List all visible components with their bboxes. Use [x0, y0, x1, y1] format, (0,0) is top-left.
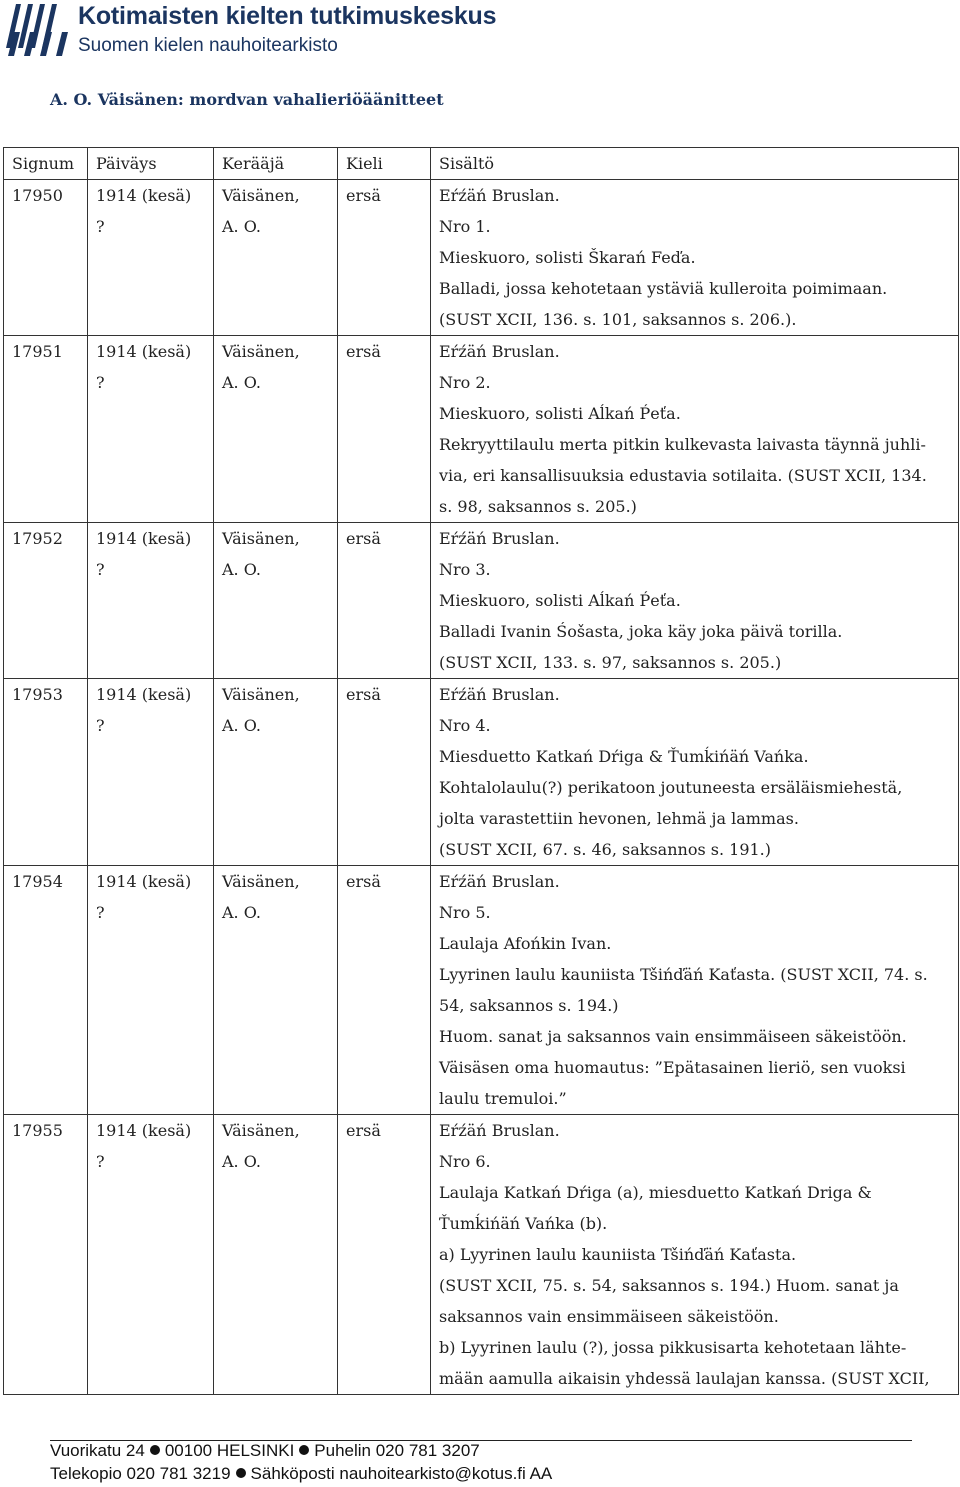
collector-line: A. O.	[222, 560, 261, 579]
collector-cell	[214, 1115, 338, 1395]
content-line: Rekryyttilaulu merta pitkin kulkevasta laivasta täynnä juhli-	[439, 435, 926, 454]
footer-address: Vuorikatu 24	[50, 1441, 145, 1460]
content-line: Nro 2.	[439, 373, 491, 392]
collector-cell	[214, 679, 338, 866]
column-header-content: Sisältö	[431, 148, 959, 180]
language-cell: ersä	[338, 523, 431, 679]
footer-contact-line	[50, 1441, 480, 1461]
signum-cell: 17953	[4, 679, 88, 866]
content-line: jolta varastettiin hevonen, lehmä ja lammas.	[439, 809, 799, 828]
date-cell	[88, 1115, 214, 1395]
column-header-collector: Kerääjä	[214, 148, 338, 180]
collector-cell	[214, 866, 338, 1115]
date-cell	[88, 866, 214, 1115]
kotus-stripes-logo-icon	[6, 4, 74, 56]
content-cell	[431, 523, 959, 679]
date-cell	[88, 679, 214, 866]
content-line: (SUST XCII, 75. s. 54, saksannos s. 194.) Huom. sanat ja	[439, 1276, 899, 1295]
signum-cell: 17954	[4, 866, 88, 1115]
content-line: (SUST XCII, 67. s. 46, saksannos s. 191.)	[439, 840, 771, 859]
date-line: ?	[96, 217, 105, 236]
signum-cell: 17952	[4, 523, 88, 679]
collector-line: Väisänen,	[222, 685, 300, 704]
footer-fax: Telekopio 020 781 3219	[50, 1464, 231, 1483]
content-line: a) Lyyrinen laulu kauniista Tšińďäń Kaťasta.	[439, 1245, 797, 1264]
language-cell: ersä	[338, 679, 431, 866]
collector-line: Väisänen,	[222, 342, 300, 361]
date-line: 1914 (kesä)	[96, 529, 192, 548]
content-cell	[431, 866, 959, 1115]
date-cell	[88, 180, 214, 336]
content-line: (SUST XCII, 136. s. 101, saksannos s. 206.).	[439, 310, 797, 329]
bullet-dot-icon	[236, 1468, 246, 1478]
collector-line: A. O.	[222, 1152, 261, 1171]
content-line: Eŕźäń Bruslan.	[439, 186, 560, 205]
content-line: Eŕźäń Bruslan.	[439, 872, 560, 891]
org-name: Kotimaisten kielten tutkimuskeskus	[78, 2, 497, 30]
content-line: 54, saksannos s. 194.)	[439, 996, 619, 1015]
content-cell	[431, 679, 959, 866]
content-line: Nro 4.	[439, 716, 491, 735]
table-row	[4, 679, 959, 866]
collector-cell	[214, 523, 338, 679]
collector-line: Väisänen,	[222, 1121, 300, 1140]
content-line: Huom. sanat ja saksannos vain ensimmäiseen säkeistöön.	[439, 1027, 907, 1046]
date-line: ?	[96, 373, 105, 392]
collector-line: A. O.	[222, 716, 261, 735]
table-row	[4, 866, 959, 1115]
column-header-language: Kieli	[338, 148, 431, 180]
records-table	[3, 147, 959, 1395]
content-line: Nro 5.	[439, 903, 491, 922]
language-cell: ersä	[338, 1115, 431, 1395]
signum-cell: 17951	[4, 336, 88, 523]
content-line: Mieskuoro, solisti Škarań Feďa.	[439, 248, 696, 267]
content-line: Eŕźäń Bruslan.	[439, 685, 560, 704]
content-line: b) Lyyrinen laulu (?), jossa pikkusisarta kehotetaan lähte-	[439, 1338, 907, 1357]
content-line: via, eri kansallisuuksia edustavia sotilaita. (SUST XCII, 134.	[439, 466, 927, 485]
content-line: Nro 3.	[439, 560, 491, 579]
date-line: ?	[96, 560, 105, 579]
content-line: s. 98, saksannos s. 205.)	[439, 497, 637, 516]
table-row	[4, 336, 959, 523]
collector-line: Väisänen,	[222, 529, 300, 548]
content-line: Miesduetto Katkań Dŕiga & Ťumḱińäń Vańka.	[439, 747, 809, 766]
content-line: Eŕźäń Bruslan.	[439, 529, 560, 548]
date-line: 1914 (kesä)	[96, 342, 192, 361]
table-row	[4, 180, 959, 336]
collector-cell	[214, 336, 338, 523]
content-line: Mieskuoro, solisti Aĺkań Ṕeťa.	[439, 404, 681, 423]
content-line: Nro 1.	[439, 217, 491, 236]
date-line: ?	[96, 1152, 105, 1171]
content-line: Laulaja Katkań Dŕiga (a), miesduetto Katkań Driga &	[439, 1183, 872, 1202]
content-line: Lyyrinen laulu kauniista Tšińďäń Kaťasta. (SUST XCII, 74. s.	[439, 965, 928, 984]
org-subtitle: Suomen kielen nauhoitearkisto	[78, 35, 338, 56]
date-line: 1914 (kesä)	[96, 1121, 192, 1140]
date-cell	[88, 523, 214, 679]
table-row	[4, 523, 959, 679]
language-cell: ersä	[338, 866, 431, 1115]
content-line: Kohtalolaulu(?) perikatoon joutuneesta ersäläismiehestä,	[439, 778, 903, 797]
page-header	[0, 0, 960, 62]
collector-cell	[214, 180, 338, 336]
table-row	[4, 1115, 959, 1395]
column-header-date: Päiväys	[88, 148, 214, 180]
collector-line: A. O.	[222, 217, 261, 236]
content-cell	[431, 336, 959, 523]
footer-contact-line	[50, 1464, 552, 1484]
content-line: Väisäsen oma huomautus: ”Epätasainen lieriö, sen vuoksi	[439, 1058, 906, 1077]
content-line: saksannos vain ensimmäiseen säkeistöön.	[439, 1307, 779, 1326]
content-line: laulu tremuloi.”	[439, 1089, 567, 1108]
footer-postal: 00100 HELSINKI	[164, 1441, 295, 1460]
content-line: mään aamulla aikaisin yhdessä laulajan kanssa. (SUST XCII,	[439, 1369, 930, 1388]
content-line: Eŕźäń Bruslan.	[439, 1121, 560, 1140]
signum-cell: 17950	[4, 180, 88, 336]
content-line: Laulaja Afońkin Ivan.	[439, 934, 612, 953]
language-cell: ersä	[338, 180, 431, 336]
content-cell	[431, 1115, 959, 1395]
content-line: Balladi, jossa kehotetaan ystäviä kulleroita poimimaan.	[439, 279, 888, 298]
collector-line: Väisänen,	[222, 186, 300, 205]
collector-line: A. O.	[222, 373, 261, 392]
footer-email: Sähköposti nauhoitearkisto@kotus.fi AA	[250, 1464, 553, 1483]
signum-cell: 17955	[4, 1115, 88, 1395]
bullet-dot-icon	[299, 1445, 309, 1455]
language-cell: ersä	[338, 336, 431, 523]
date-line: 1914 (kesä)	[96, 186, 192, 205]
content-line: Balladi Ivanin Śošasta, joka käy joka päivä torilla.	[439, 622, 843, 641]
table-header-row	[4, 148, 959, 180]
column-header-signum: Signum	[4, 148, 88, 180]
content-line: (SUST XCII, 133. s. 97, saksannos s. 205.)	[439, 653, 782, 672]
content-line: Mieskuoro, solisti Aĺkań Ṕeťa.	[439, 591, 681, 610]
collector-line: Väisänen,	[222, 872, 300, 891]
content-line: Eŕźäń Bruslan.	[439, 342, 560, 361]
date-line: 1914 (kesä)	[96, 872, 192, 891]
collector-line: A. O.	[222, 903, 261, 922]
content-cell	[431, 180, 959, 336]
document-title: A. O. Väisänen: mordvan vahalieriöäänitteet	[50, 90, 444, 109]
footer-phone: Puhelin 020 781 3207	[314, 1441, 480, 1460]
date-line: ?	[96, 716, 105, 735]
content-line: Nro 6.	[439, 1152, 491, 1171]
content-line: Ťumḱińäń Vańka (b).	[439, 1214, 608, 1233]
date-line: 1914 (kesä)	[96, 685, 192, 704]
date-line: ?	[96, 903, 105, 922]
bullet-dot-icon	[150, 1445, 160, 1455]
date-cell	[88, 336, 214, 523]
